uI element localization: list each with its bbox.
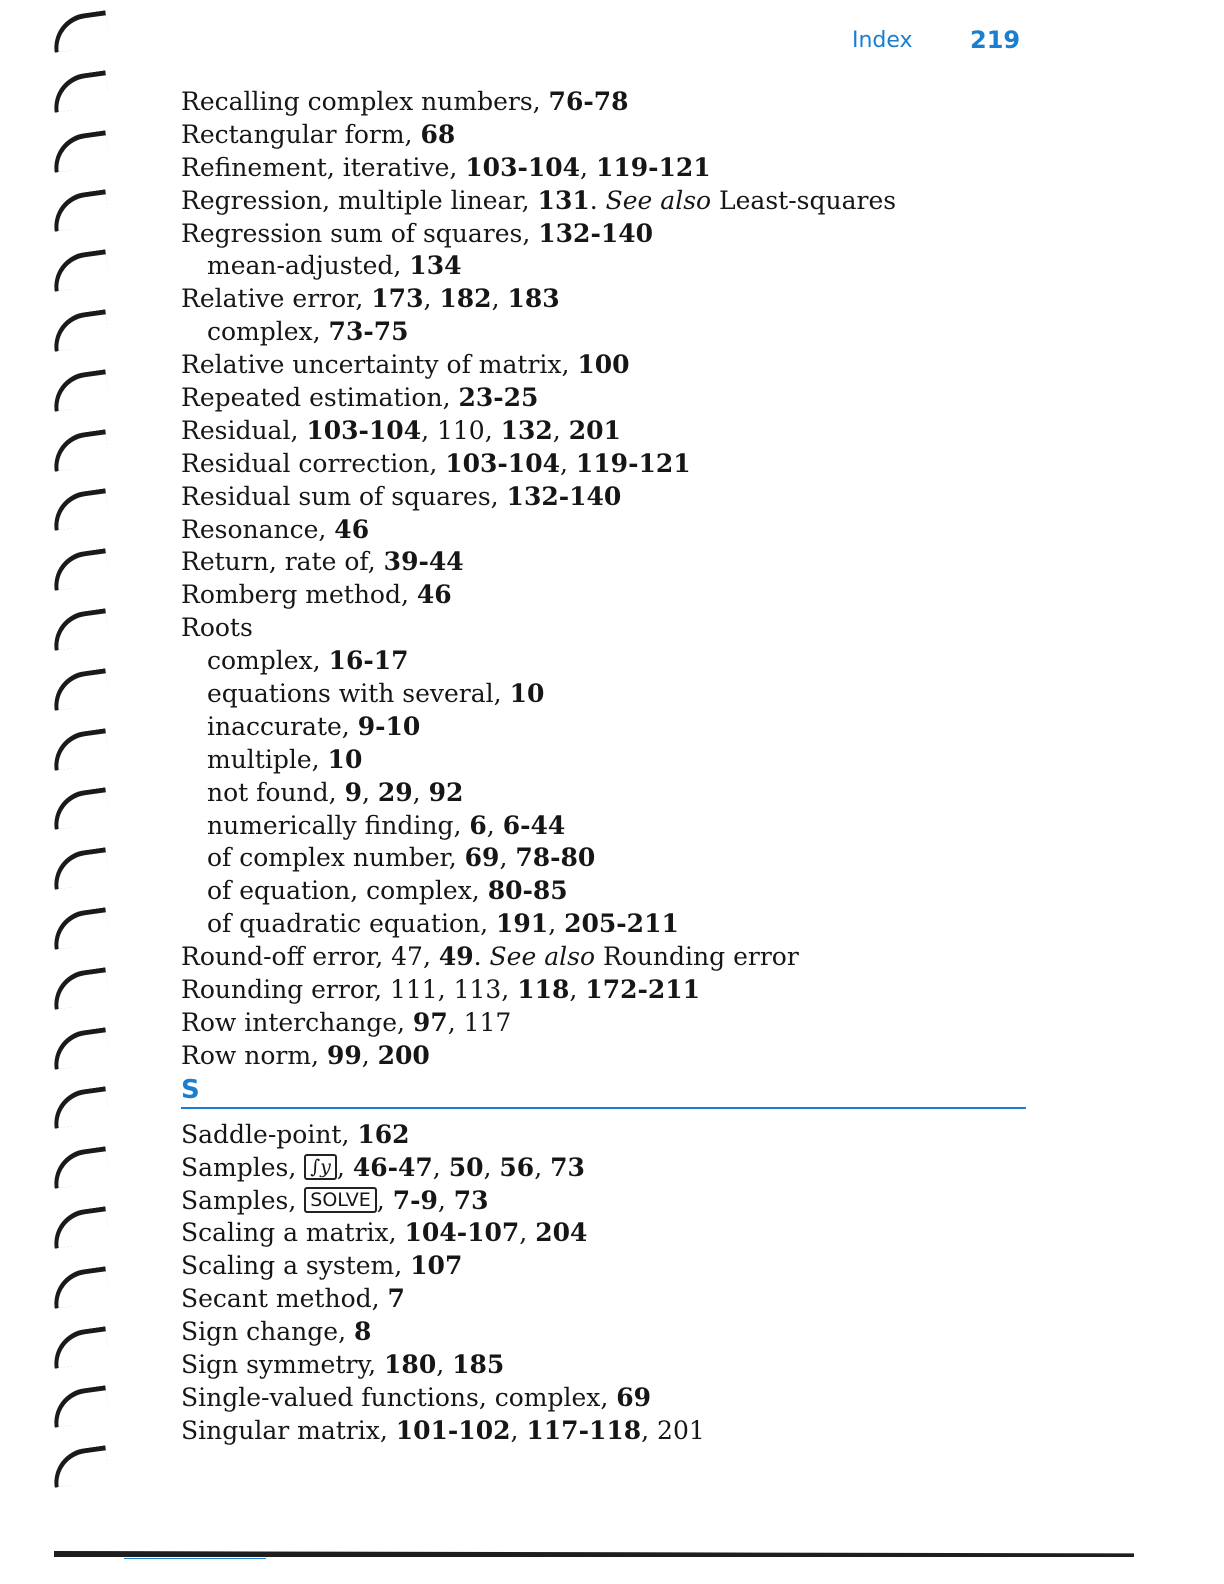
entry-text: Return, rate of, bbox=[181, 547, 384, 577]
entry-text: Residual sum of squares, bbox=[181, 481, 507, 511]
page-reference: 46 bbox=[416, 580, 452, 610]
entry-text: Recalling complex numbers, bbox=[181, 87, 549, 116]
binding-ring bbox=[50, 1087, 110, 1129]
binding-ring bbox=[50, 1445, 110, 1487]
page-reference: 50 bbox=[448, 1152, 484, 1182]
entry-text: Least-squares bbox=[711, 185, 897, 215]
index-entry bbox=[181, 579, 1026, 612]
entry-text: Rounding error bbox=[595, 942, 799, 972]
page-reference: 76-78 bbox=[548, 87, 629, 116]
page-reference: 10 bbox=[327, 744, 363, 774]
binding-ring bbox=[50, 190, 110, 232]
integrate-key-icon: ∫y bbox=[304, 1154, 337, 1180]
page-reference: 73-75 bbox=[328, 317, 409, 347]
entry-text: , bbox=[580, 152, 596, 182]
binding-ring bbox=[50, 1386, 110, 1428]
entry-text: inaccurate, bbox=[207, 711, 358, 741]
entry-text: Row norm, bbox=[181, 1040, 327, 1070]
entry-text: Singular matrix, bbox=[181, 1415, 396, 1445]
index-body bbox=[181, 86, 1026, 1448]
page-reference: 185 bbox=[452, 1349, 505, 1379]
entry-text: of quadratic equation, bbox=[207, 909, 497, 939]
page-reference: 119-121 bbox=[575, 448, 691, 478]
entry-text: mean-adjusted, bbox=[207, 251, 410, 281]
entry-text: Regression, multiple linear, bbox=[181, 185, 538, 215]
entry-text: , bbox=[552, 415, 569, 445]
page-reference: 101-102 bbox=[395, 1415, 511, 1445]
binding-ring bbox=[50, 608, 110, 650]
binding-ring bbox=[50, 10, 110, 52]
entry-text: multiple, bbox=[207, 744, 328, 774]
page-reference: 131 bbox=[537, 185, 590, 215]
binding-ring bbox=[50, 309, 110, 351]
page-reference: 103-104 bbox=[306, 415, 422, 445]
spiral-binding bbox=[52, 0, 112, 1584]
binding-ring bbox=[50, 1146, 110, 1188]
index-entry bbox=[181, 1007, 1026, 1040]
index-entry bbox=[181, 941, 1026, 974]
entry-text: , bbox=[361, 1040, 378, 1070]
index-subentry bbox=[181, 810, 1026, 843]
entry-text: , bbox=[534, 1152, 551, 1182]
binding-ring bbox=[50, 130, 110, 172]
index-entry bbox=[181, 612, 1026, 645]
entry-text: not found, bbox=[207, 777, 345, 807]
entry-text: Scaling a system, bbox=[181, 1251, 411, 1281]
binding-ring bbox=[50, 1326, 110, 1368]
entry-text: , bbox=[559, 448, 576, 478]
entry-text: Relative error, bbox=[181, 284, 372, 314]
section-letter: S bbox=[181, 1074, 200, 1105]
entry-text: equations with several, bbox=[207, 679, 510, 709]
index-entry bbox=[181, 1415, 1026, 1448]
entry-text: Saddle-point, bbox=[181, 1119, 358, 1149]
index-entry bbox=[181, 1316, 1026, 1349]
index-entry bbox=[181, 185, 1026, 218]
page-reference: 104-107 bbox=[404, 1218, 520, 1248]
index-entry bbox=[181, 1283, 1026, 1316]
binding-ring bbox=[50, 1266, 110, 1308]
index-entry bbox=[181, 218, 1026, 251]
entry-text: , bbox=[361, 777, 378, 807]
index-subentry bbox=[181, 842, 1026, 875]
entry-text: Resonance, bbox=[181, 514, 335, 544]
entry-text: Secant method, bbox=[181, 1284, 388, 1314]
binding-ring bbox=[50, 249, 110, 291]
entry-text: , bbox=[491, 284, 508, 314]
index-group-s bbox=[181, 1119, 1026, 1448]
index-entry bbox=[181, 1152, 1026, 1185]
entry-text: , bbox=[510, 1415, 527, 1445]
page-reference: 205-211 bbox=[564, 909, 679, 939]
page-reference: 80-85 bbox=[487, 876, 568, 906]
running-head bbox=[852, 26, 1032, 58]
entry-text: , bbox=[423, 284, 440, 314]
entry-text: Romberg method, bbox=[181, 580, 417, 610]
page-bottom-edge bbox=[54, 1551, 1134, 1557]
page-reference: 100 bbox=[577, 350, 630, 380]
index-group-r bbox=[181, 86, 1026, 1073]
index-entry bbox=[181, 1040, 1026, 1073]
index-entry bbox=[181, 1217, 1026, 1250]
index-subentry bbox=[181, 678, 1026, 711]
binding-ring bbox=[50, 369, 110, 411]
entry-text: Regression sum of squares, bbox=[181, 218, 539, 248]
entry-text: Row interchange, bbox=[181, 1007, 413, 1037]
index-subentry bbox=[181, 250, 1026, 283]
running-head-section: Index bbox=[852, 28, 913, 53]
entry-text: Residual correction, bbox=[181, 448, 446, 478]
page-reference: 46 bbox=[334, 514, 370, 544]
page-reference: 6-44 bbox=[502, 810, 566, 840]
index-entry bbox=[181, 1349, 1026, 1382]
binding-ring bbox=[50, 489, 110, 531]
page-reference: 132-140 bbox=[506, 481, 622, 511]
index-subentry bbox=[181, 744, 1026, 777]
page-reference: 118 bbox=[517, 975, 570, 1005]
entry-text: , bbox=[336, 1152, 353, 1182]
page-reference: 6 bbox=[469, 810, 487, 840]
page-reference: 103-104 bbox=[465, 152, 581, 182]
page-reference: 7-9 bbox=[392, 1185, 438, 1215]
page-reference: 182 bbox=[439, 284, 492, 314]
entry-text: , bbox=[483, 1152, 500, 1182]
index-entry bbox=[181, 974, 1026, 1007]
page-reference: 73 bbox=[550, 1152, 585, 1182]
index-entry bbox=[181, 283, 1026, 316]
binding-ring bbox=[50, 668, 110, 710]
index-subentry bbox=[181, 875, 1026, 908]
entry-text: Samples, bbox=[181, 1152, 305, 1182]
page-reference: 49 bbox=[438, 942, 474, 972]
page-reference: 23-25 bbox=[458, 383, 539, 413]
index-entry bbox=[181, 514, 1026, 547]
entry-text: , bbox=[519, 1218, 536, 1248]
page-reference: 9-10 bbox=[357, 711, 421, 741]
page-reference: 39-44 bbox=[383, 547, 464, 577]
page-reference: 46-47 bbox=[352, 1152, 433, 1182]
section-heading-s bbox=[181, 1073, 1026, 1119]
binding-ring bbox=[50, 1027, 110, 1069]
index-subentry bbox=[181, 645, 1026, 678]
page-reference: 56 bbox=[499, 1152, 535, 1182]
entry-text: , bbox=[437, 1185, 454, 1215]
page-reference: 117-118 bbox=[526, 1415, 642, 1445]
page-reference: 69 bbox=[464, 843, 500, 873]
entry-text: Sign symmetry, bbox=[181, 1349, 385, 1379]
index-entry bbox=[181, 119, 1026, 152]
binding-ring bbox=[50, 70, 110, 112]
index-entry bbox=[181, 86, 1026, 119]
page-reference: 8 bbox=[353, 1317, 372, 1347]
page-reference: 200 bbox=[377, 1040, 430, 1070]
binding-ring bbox=[50, 548, 110, 590]
entry-text: Rounding error, 111, 113, bbox=[181, 975, 518, 1005]
entry-text: complex, bbox=[207, 646, 329, 676]
page-reference: 132-140 bbox=[538, 218, 654, 248]
page-reference: 132 bbox=[500, 415, 553, 445]
page-reference: 68 bbox=[420, 119, 456, 149]
index-entry bbox=[181, 415, 1026, 448]
page-reference: 99 bbox=[326, 1040, 362, 1070]
page-reference: 134 bbox=[409, 251, 462, 281]
entry-text: Repeated estimation, bbox=[181, 383, 459, 413]
binding-ring bbox=[50, 728, 110, 770]
entry-text: of complex number, bbox=[207, 843, 465, 873]
index-entry bbox=[181, 1382, 1026, 1415]
entry-text: Relative uncertainty of matrix, bbox=[181, 350, 578, 380]
entry-text: Round-off error, 47, bbox=[181, 942, 439, 972]
page-reference: 162 bbox=[357, 1119, 410, 1149]
page-reference: 16-17 bbox=[328, 646, 409, 676]
page-reference: 92 bbox=[428, 777, 464, 807]
page-reference: 172-211 bbox=[585, 975, 701, 1005]
entry-text: numerically finding, bbox=[207, 810, 470, 840]
solve-key-icon: SOLVE bbox=[304, 1187, 377, 1213]
index-entry bbox=[181, 546, 1026, 579]
index-entry bbox=[181, 1250, 1026, 1283]
page-reference: 9 bbox=[344, 777, 362, 807]
entry-text: Scaling a matrix, bbox=[181, 1218, 405, 1248]
entry-text: , 117 bbox=[447, 1007, 512, 1037]
entry-text: complex, bbox=[207, 317, 329, 347]
section-rule bbox=[181, 1107, 1026, 1109]
page-reference: 180 bbox=[384, 1349, 437, 1379]
entry-text: , bbox=[436, 1349, 453, 1379]
entry-text: . bbox=[589, 185, 606, 215]
index-entry bbox=[181, 448, 1026, 481]
binding-ring bbox=[50, 907, 110, 949]
page-reference: 69 bbox=[616, 1382, 652, 1412]
see-also-label: See also bbox=[605, 185, 712, 215]
see-also-label: See also bbox=[489, 942, 595, 972]
page-reference: 73 bbox=[453, 1185, 489, 1215]
binding-ring bbox=[50, 1206, 110, 1248]
page-number: 219 bbox=[970, 26, 1021, 54]
page-reference: 103-104 bbox=[445, 448, 560, 478]
index-subentry bbox=[181, 711, 1026, 744]
binding-ring bbox=[50, 847, 110, 889]
entry-text: , 110, bbox=[421, 415, 501, 445]
entry-text: , bbox=[499, 843, 516, 873]
entry-text: , 201 bbox=[641, 1415, 705, 1445]
page-reference: 97 bbox=[412, 1007, 448, 1037]
page-reference: 29 bbox=[377, 777, 413, 807]
index-subentry bbox=[181, 316, 1026, 349]
entry-text: of equation, complex, bbox=[207, 876, 488, 906]
entry-text: , bbox=[548, 909, 565, 939]
entry-text: Rectangular form, bbox=[181, 119, 421, 149]
entry-text: Refinement, iterative, bbox=[181, 152, 466, 182]
entry-text: Samples, bbox=[181, 1185, 305, 1215]
page-reference: 119-121 bbox=[595, 152, 711, 182]
entry-text: , bbox=[432, 1152, 449, 1182]
index-entry bbox=[181, 1119, 1026, 1152]
index-entry bbox=[181, 1185, 1026, 1218]
entry-text: Roots bbox=[181, 613, 253, 643]
binding-ring bbox=[50, 967, 110, 1009]
index-subentry bbox=[181, 777, 1026, 810]
page-reference: 191 bbox=[496, 909, 549, 939]
page-reference: 78-80 bbox=[515, 843, 596, 873]
page-reference: 201 bbox=[568, 415, 621, 445]
index-subentry bbox=[181, 908, 1026, 941]
page-bottom-accent bbox=[124, 1558, 266, 1559]
entry-text: Single-valued functions, complex, bbox=[181, 1382, 617, 1412]
page-reference: 204 bbox=[535, 1218, 588, 1248]
entry-text: . bbox=[473, 942, 490, 972]
entry-text: Sign change, bbox=[181, 1317, 354, 1347]
entry-text: , bbox=[569, 975, 586, 1005]
entry-text: , bbox=[376, 1185, 393, 1215]
entry-text: , bbox=[486, 810, 503, 840]
entry-text: , bbox=[412, 777, 429, 807]
page-reference: 183 bbox=[507, 284, 560, 314]
page-reference: 107 bbox=[410, 1251, 463, 1281]
index-entry bbox=[181, 152, 1026, 185]
page-reference: 7 bbox=[387, 1284, 405, 1314]
binding-ring bbox=[50, 429, 110, 471]
page-reference: 173 bbox=[371, 284, 424, 314]
page-reference: 10 bbox=[509, 679, 545, 709]
entry-text: Residual, bbox=[181, 415, 307, 445]
index-entry bbox=[181, 349, 1026, 382]
index-entry bbox=[181, 481, 1026, 514]
binding-ring bbox=[50, 788, 110, 830]
index-entry bbox=[181, 382, 1026, 415]
